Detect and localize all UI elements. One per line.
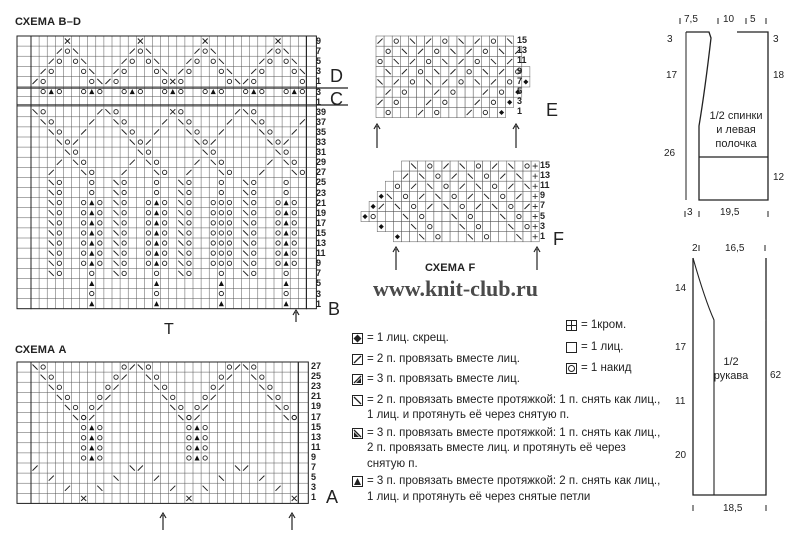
legend-text: = 3 п. провязать вместе протяжкой: 1 п. снять как лиц., 2 п. провязать вместе лиц. и протянуть её через снятую п. <box>367 426 661 470</box>
row-number: 39 <box>316 106 327 117</box>
row-number: 3 <box>316 86 322 97</box>
row-number: 15 <box>311 421 322 432</box>
sleeve-left-dim-4: 20 <box>675 450 687 461</box>
row-number: 23 <box>311 381 322 392</box>
sleeve-bottom-dim: 18,5 <box>723 503 743 514</box>
sleeve-piece-label: 1/2 рукава <box>713 356 749 382</box>
double-slash-icon <box>352 374 363 391</box>
schema-bd-edge-left <box>17 36 31 309</box>
legend-item <box>352 393 662 424</box>
row-number: 19 <box>316 207 327 218</box>
row-number: 1 <box>517 106 523 117</box>
diamond-icon <box>352 333 363 350</box>
back-top-unit-left: 3 <box>667 34 673 45</box>
row-number: 5 <box>517 86 523 96</box>
sleeve-right-dim: 62 <box>770 370 782 381</box>
row-number: 29 <box>316 157 327 168</box>
plus-box-icon <box>566 320 577 337</box>
row-number: 11 <box>311 441 321 452</box>
row-number: 33 <box>316 137 327 147</box>
row-number: 17 <box>311 411 322 422</box>
row-number: 1 <box>316 76 322 87</box>
legend-text: = 3 п. провязать вместе протяжкой: 2 п. снять как лиц., 1 лиц. и протянуть её через снятые петли <box>367 475 661 503</box>
row-number: 3 <box>540 220 546 231</box>
row-number: 15 <box>316 227 327 238</box>
row-number: 7 <box>316 46 322 57</box>
schema-bd-arrow <box>293 310 299 322</box>
sleeve-left-dim-1: 14 <box>675 283 687 294</box>
back-top-dim-1: 7,5 <box>684 14 698 25</box>
legend-text: = 3 п. провязать вместе лиц. <box>367 373 520 386</box>
legend-item <box>566 340 666 359</box>
row-number: 7 <box>316 268 322 279</box>
row-number: 17 <box>316 217 327 228</box>
legend-text: = 2 п. провязать вместе лиц. <box>367 352 520 365</box>
legend-item <box>566 361 666 380</box>
slash-icon <box>352 354 363 371</box>
row-number: 11 <box>517 55 527 66</box>
marker-f: F <box>553 229 564 249</box>
triangle-icon <box>352 476 363 493</box>
row-number: 1 <box>311 492 317 503</box>
back-bottom-dim-1: 3 <box>687 207 693 218</box>
row-number: 7 <box>311 462 317 472</box>
marker-d: D <box>330 66 343 86</box>
schema-f-grid <box>361 161 539 242</box>
schema-bd-edge-right <box>306 36 316 309</box>
legend-text: = 2 п. провязать вместе протяжкой: 1 п. снять как лиц., 1 лиц. и протянуть её через снятую п. <box>367 393 661 422</box>
legend-item <box>352 474 662 505</box>
back-top-unit-right: 3 <box>773 34 779 45</box>
row-number: 5 <box>316 278 322 289</box>
row-number: 9 <box>316 258 322 269</box>
schema-bd-grid <box>31 36 306 309</box>
row-number: 3 <box>517 96 523 107</box>
legend-text: = 1 накид <box>581 362 632 375</box>
row-number: 1 <box>540 230 546 241</box>
row-number: 25 <box>311 371 322 382</box>
row-number: 13 <box>540 170 551 181</box>
legend-text: = 1 лиц. <box>581 340 624 353</box>
row-number: 21 <box>316 197 327 208</box>
row-number: 11 <box>316 248 326 259</box>
website-watermark: www.knit-club.ru <box>373 276 539 301</box>
row-number: 9 <box>517 65 523 76</box>
row-number: 9 <box>316 36 322 46</box>
row-number: 3 <box>311 482 317 493</box>
schema-a-arrow-left <box>160 513 166 530</box>
back-left-dim-1: 17 <box>666 70 678 81</box>
back-right-dim-2: 12 <box>773 172 785 183</box>
row-number: 3 <box>316 66 322 77</box>
row-number: 13 <box>311 431 322 442</box>
sleeve-left-dim-3: 11 <box>675 396 686 407</box>
circle-icon <box>566 363 577 380</box>
row-number: 15 <box>517 35 528 45</box>
schema-a-title: СХЕМА A <box>15 344 67 356</box>
row-number: 7 <box>517 75 523 86</box>
legend-right <box>566 318 666 383</box>
row-number: 37 <box>316 116 327 127</box>
legend-item <box>352 426 662 473</box>
row-number: 5 <box>311 472 317 483</box>
row-number: 27 <box>311 361 322 371</box>
row-number: 19 <box>311 401 322 412</box>
sleeve-left-dim-2: 17 <box>675 342 687 353</box>
schema-f-title: СХЕМА F <box>425 262 476 274</box>
sleeve-top-dim-1: 2 <box>692 243 698 254</box>
row-number: 35 <box>316 126 327 137</box>
schema-f-arrow-right <box>534 247 540 270</box>
row-number: 9 <box>311 451 317 462</box>
back-left-dim-2: 26 <box>664 148 676 159</box>
legend-item <box>566 318 666 337</box>
row-number: 11 <box>540 180 550 191</box>
legend-text: = 1кром. <box>581 319 627 331</box>
marker-e: E <box>546 100 559 120</box>
back-bottom-dim-2: 19,5 <box>720 207 740 218</box>
legend-text: = 1 лиц. скрещ. <box>367 332 449 344</box>
row-number: 31 <box>316 147 327 158</box>
schema-e-arrow-right <box>513 124 519 148</box>
sleeve-top-dim-2: 16,5 <box>725 243 745 254</box>
row-number: 5 <box>540 210 546 221</box>
marker-t: T <box>164 321 174 338</box>
back-top-dim-3: 5 <box>750 14 756 25</box>
schema-bd-title: СХЕМА B–D <box>15 16 82 28</box>
row-number: 7 <box>540 200 546 211</box>
row-number: 1 <box>316 96 322 107</box>
backslash-icon <box>352 395 363 412</box>
row-number: 27 <box>316 167 327 178</box>
row-number: 1 <box>316 298 322 309</box>
marker-b: B <box>328 299 341 319</box>
row-number: 25 <box>316 177 327 188</box>
schema-a-arrow-right <box>289 513 295 530</box>
row-number: 23 <box>316 187 327 198</box>
row-number: 21 <box>311 391 322 402</box>
marker-c: C <box>330 89 343 109</box>
row-number: 9 <box>540 190 546 201</box>
schema-e-arrow-left <box>374 124 380 148</box>
back-top-dim-2: 10 <box>723 14 735 25</box>
row-number: 13 <box>517 45 528 56</box>
schema-e-grid <box>376 36 530 118</box>
marker-a: A <box>326 487 339 507</box>
back-right-dim-1: 18 <box>773 70 785 81</box>
back-piece-label: 1/2 спинки и левая полочка <box>709 110 763 150</box>
double-backslash-icon <box>352 428 363 445</box>
schema-f-arrow-left <box>393 247 399 270</box>
empty-box-icon <box>566 342 577 359</box>
row-number: 13 <box>316 238 327 248</box>
schema-a-grid <box>31 362 298 503</box>
schema-a-edge-left <box>17 362 31 503</box>
schema-a-edge-right <box>298 362 308 503</box>
row-number: 3 <box>316 288 322 299</box>
row-number: 15 <box>540 160 551 170</box>
row-number: 5 <box>316 56 322 67</box>
